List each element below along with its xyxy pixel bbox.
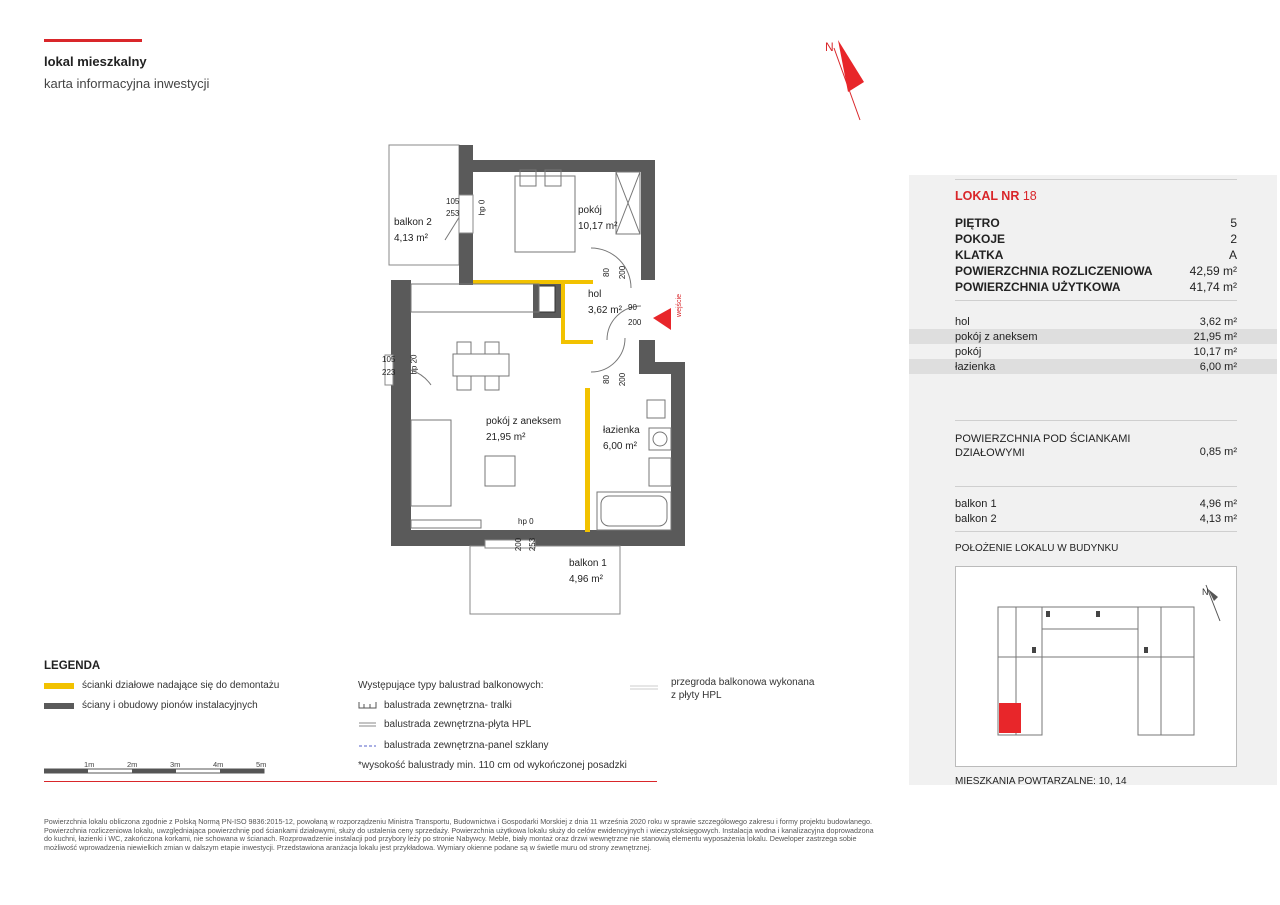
balustrade-title: Występujące typy balustrad balkonowych: [358, 680, 544, 691]
param-row [955, 248, 1237, 262]
plan-aneks-area: 21,95 m² [486, 432, 526, 443]
param-value: A [1228, 248, 1237, 262]
dim-label: 253 [446, 209, 460, 218]
room-area: 3,62 m² [1199, 315, 1237, 328]
room-area: 10,17 m² [1193, 345, 1237, 358]
dim-label: hp 20 [409, 354, 419, 375]
plan-balkon1-area: 4,96 m² [569, 574, 603, 585]
under-walls-label: POWIERZCHNIA POD ŚCIANKAMI [955, 433, 1131, 445]
glass-panel-icon [358, 741, 378, 751]
dim-label: 253 [528, 537, 538, 552]
plan-aneks-name: pokój z aneksem [486, 416, 562, 427]
legend-title: LEGENDA [44, 660, 101, 672]
plan-lazienka-area: 6,00 m² [603, 441, 637, 452]
under-walls-label-2: DZIAŁOWYMI [955, 447, 1025, 459]
document-subtitle: karta informacyjna inwestycji [44, 76, 210, 91]
param-row [955, 280, 1237, 294]
compass-icon [820, 36, 870, 122]
room-row [909, 314, 1277, 329]
room-name: pokój z aneksem [955, 330, 1038, 343]
room-row [909, 344, 1277, 359]
building-outline [956, 567, 1236, 766]
dim-label: 200 [628, 318, 642, 327]
compass-label: N [825, 40, 834, 54]
param-key: PIĘTRO [955, 216, 1000, 230]
room-name: hol [955, 315, 970, 328]
partition-icon [630, 684, 660, 692]
panel-divider [955, 531, 1237, 532]
partition-text-2: z płyty HPL [671, 690, 722, 701]
param-key: KLATKA [955, 248, 1004, 262]
plan-entrance-label: wejście [675, 294, 683, 317]
balkon2-area: 4,13 m² [1199, 513, 1237, 525]
scale-label: 5m [256, 760, 267, 769]
dim-label: 105 [382, 355, 396, 364]
param-value: 42,59 m² [1189, 264, 1237, 278]
plan-lazienka-name: łazienka [603, 425, 640, 436]
mini-compass-label: N [1202, 587, 1209, 597]
legend-item: ścianki działowe nadające się do demontażu [82, 680, 280, 691]
room-name: łazienka [955, 360, 996, 373]
dim-label: 80 [601, 268, 611, 277]
balustrade-item: balustrada zewnętrzna-panel szklany [384, 740, 549, 751]
scale-label: 3m [170, 760, 181, 769]
dim-label: 223 [382, 368, 396, 377]
param-value: 5 [1230, 216, 1237, 230]
room-row [909, 329, 1277, 344]
panel-divider [955, 420, 1237, 421]
balustrade-item: balustrada zewnętrzna- tralki [384, 700, 512, 711]
balustrade-item: balustrada zewnętrzna-płyta HPL [384, 719, 532, 730]
lokal-label: LOKAL NR [955, 189, 1020, 203]
repeat-label: MIESZKANIA POWTARZALNE: 10, 14 [955, 776, 1127, 787]
plan-balkon2-name: balkon 2 [394, 217, 432, 228]
plan-pokoj-name: pokój [578, 205, 602, 216]
param-row [955, 232, 1237, 246]
plan-balkon2-area: 4,13 m² [394, 233, 428, 244]
dim-label: 80 [601, 375, 611, 384]
panel-divider [955, 300, 1237, 301]
param-value: 41,74 m² [1189, 280, 1237, 294]
balkon2-name: balkon 2 [955, 513, 997, 525]
param-value: 2 [1230, 232, 1237, 246]
location-label: POŁOŻENIE LOKALU W BUDYNKU [955, 543, 1119, 554]
dim-label: hp 0 [477, 199, 487, 216]
legend-swatch-yellow [44, 683, 74, 689]
partition-text: przegroda balkonowa wykonana [671, 677, 815, 688]
dim-label: 90 [628, 303, 637, 312]
scale-label: 1m [84, 760, 95, 769]
room-area: 21,95 m² [1193, 330, 1237, 343]
legend-swatch-gray [44, 703, 74, 709]
building-location-map [955, 566, 1237, 767]
param-key: POWIERZCHNIA UŻYTKOWA [955, 280, 1121, 294]
panel-divider [955, 179, 1237, 180]
header-accent-line [44, 39, 142, 42]
plan-hol-name: hol [588, 289, 602, 300]
under-walls-value: 0,85 m² [1199, 446, 1237, 458]
dim-label: 200 [618, 372, 628, 387]
plan-hol-area: 3,62 m² [588, 305, 622, 316]
param-row [955, 216, 1237, 230]
legend-bottom-line [44, 781, 657, 782]
dim-label: hp 0 [518, 517, 534, 526]
param-key: POWIERZCHNIA ROZLICZENIOWA [955, 264, 1153, 278]
document-title: lokal mieszkalny [44, 54, 147, 69]
entrance-arrow-icon [653, 308, 671, 330]
balustrade-note: *wysokość balustrady min. 110 cm od wykończonej posadzki [358, 760, 627, 771]
room-row [909, 359, 1277, 374]
room-name: pokój [955, 345, 982, 358]
plan-pokoj-area: 10,17 m² [578, 221, 618, 232]
room-area: 6,00 m² [1199, 360, 1237, 373]
lokal-number-value: 18 [1022, 189, 1037, 203]
tralki-icon [358, 700, 378, 710]
dim-label: 200 [618, 265, 628, 280]
scale-bar [44, 760, 274, 776]
dim-label: 105 [446, 197, 460, 206]
panel-divider [955, 486, 1237, 487]
lokal-number [955, 189, 1037, 203]
hpl-icon [358, 720, 378, 730]
param-row [955, 264, 1237, 278]
legend-item: ściany i obudowy pionów instalacyjnych [82, 700, 258, 711]
plan-balkon1-name: balkon 1 [569, 558, 607, 569]
param-key: POKOJE [955, 232, 1006, 246]
scale-label: 4m [213, 760, 224, 769]
unit-highlight [999, 703, 1021, 733]
scale-label: 2m [127, 760, 138, 769]
footer-disclaimer: Powierzchnia lokalu obliczona zgodnie z Polską Normą PN-ISO 9836:2015-12, powołaną w rozporządzeniu Ministra Transportu, Budownictwa i Gospodarki Morskiej z dnia 11 września 2020 roku w sprawie szczegółowego zakresu i formy projektu budowlanego. Powierzchnia rozliczeniowa lokalu, uwzględniająca powierzchnię pod ściankami działowymi, służy do ustalenia ceny sprzedaży. Powierzchnia użytkowa lokalu służy do celów ewidencyjnych i wieczystoksięgowych. Instalacja wodna i kanalizacyjna doprowadzona do kuchni, łazienki i WC, zakończona korkami, nie schowana w ścianach. Rozprowadzenie instalacji pod przybory leży po stronie Nabywcy. Meble, biały montaż oraz drzwi wewnętrzne nie stanowią elementu wyposażenia lokalu. Deweloper zastrzega sobie możliwość wprowadzenia niewielkich zmian w dalszym etapie inwestycji. Przedstawiona aranżacja lokalu jest przykładowa. Wymiary okienne podane są w świetle muru od strony zewnętrznej. [44, 817, 874, 852]
balkon1-area: 4,96 m² [1199, 498, 1237, 510]
dim-label: 200 [514, 537, 524, 552]
balkon1-name: balkon 1 [955, 498, 997, 510]
